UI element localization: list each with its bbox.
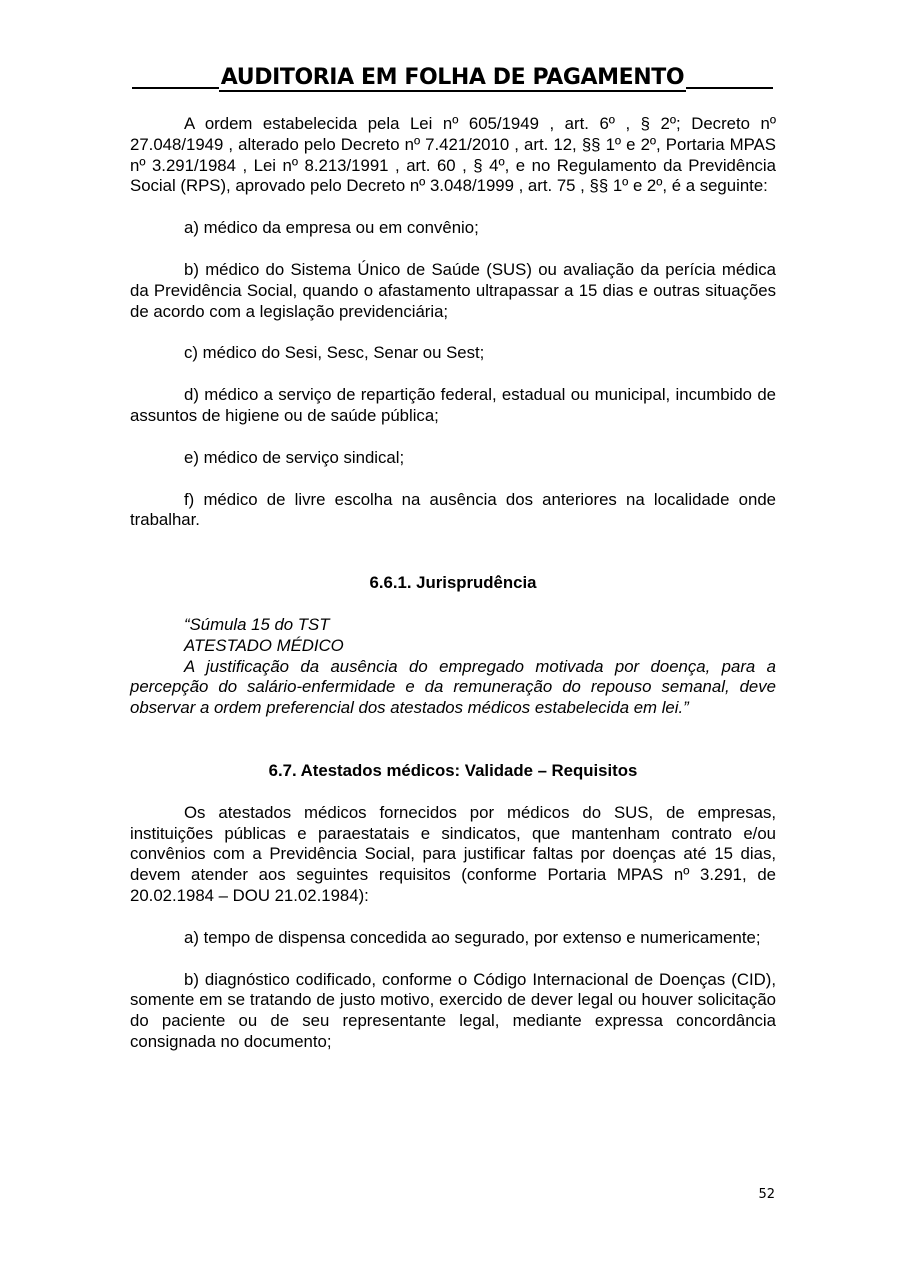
certificates-intro: Os atestados médicos fornecidos por médicos do SUS, de empresas, instituições públicas e paraestatais e sindicatos, que mantenham contrato e/ou convênios com a Previdência Social, para justificar faltas por doenças até 15 dias, devem atender aos seguintes requisitos (conforme Portaria MPAS nº 3.291, de 20.02.1984 – DOU 21.02.1984): — [130, 802, 776, 905]
quote-source: “Súmula 15 do TST — [184, 614, 330, 634]
page-header — [132, 56, 773, 92]
order-item-c: c) médico do Sesi, Sesc, Senar ou Sest; — [184, 343, 485, 363]
intro-paragraph: A ordem estabelecida pela Lei nº 605/1949 , art. 6º , § 2º; Decreto nº 27.048/1949 , alterado pelo Decreto nº 7.421/2010 , art. 12, §§ 1º e 2º, Portaria MPAS nº 3.291/1984 , Lei nº 8.213/1991 , art. 60 , § 4º, e no Regulamento da Previdência Social (RPS), aprovado pelo Decreto nº 3.048/1999 , art. 75 , §§ 1º e 2º, é a seguinte: — [130, 114, 776, 196]
quote-title: ATESTADO MÉDICO — [184, 635, 344, 655]
order-item-e: e) médico de serviço sindical; — [184, 447, 405, 467]
jurisprudence-quote — [130, 615, 776, 719]
section-heading-jurisprudence: 6.6.1. Jurisprudência — [369, 573, 537, 593]
quote-text: A justificação da ausência do empregado motivada por doença, para a percepção do salário-enfermidade e da remuneração do repouso semanal, deve observar a ordem preferencial dos atestados médicos estabelecida em lei.” — [130, 656, 776, 718]
order-item-b: b) médico do Sistema Único de Saúde (SUS) ou avaliação da perícia médica da Previdência Social, quando o afastamento ultrapassar a 15 dias e outras situações de acordo com a legislação previdenciária; — [130, 259, 776, 321]
order-item-d: d) médico a serviço de repartição federal, estadual ou municipal, incumbido de assuntos de higiene ou de saúde pública; — [130, 385, 776, 425]
document-body — [130, 114, 776, 1053]
header-rule-left — [132, 87, 219, 89]
requirement-b: b) diagnóstico codificado, conforme o Código Internacional de Doenças (CID), somente em se tratando de justo motivo, exercido de dever legal ou houver solicitação do paciente ou de seu representante legal, mediante expressa concordância consignada no documento; — [130, 969, 776, 1051]
page-number: 52 — [758, 1187, 775, 1202]
header-rule-right — [686, 87, 773, 89]
header-title: AUDITORIA EM FOLHA DE PAGAMENTO — [220, 65, 685, 90]
requirement-a: a) tempo de dispensa concedida ao segurado, por extenso e numericamente; — [184, 927, 761, 947]
order-item-f: f) médico de livre escolha na ausência dos anteriores na localidade onde trabalhar. — [130, 489, 776, 530]
section-heading-certificates: 6.7. Atestados médicos: Validade – Requisitos — [268, 760, 638, 780]
order-item-a: a) médico da empresa ou em convênio; — [184, 218, 479, 238]
